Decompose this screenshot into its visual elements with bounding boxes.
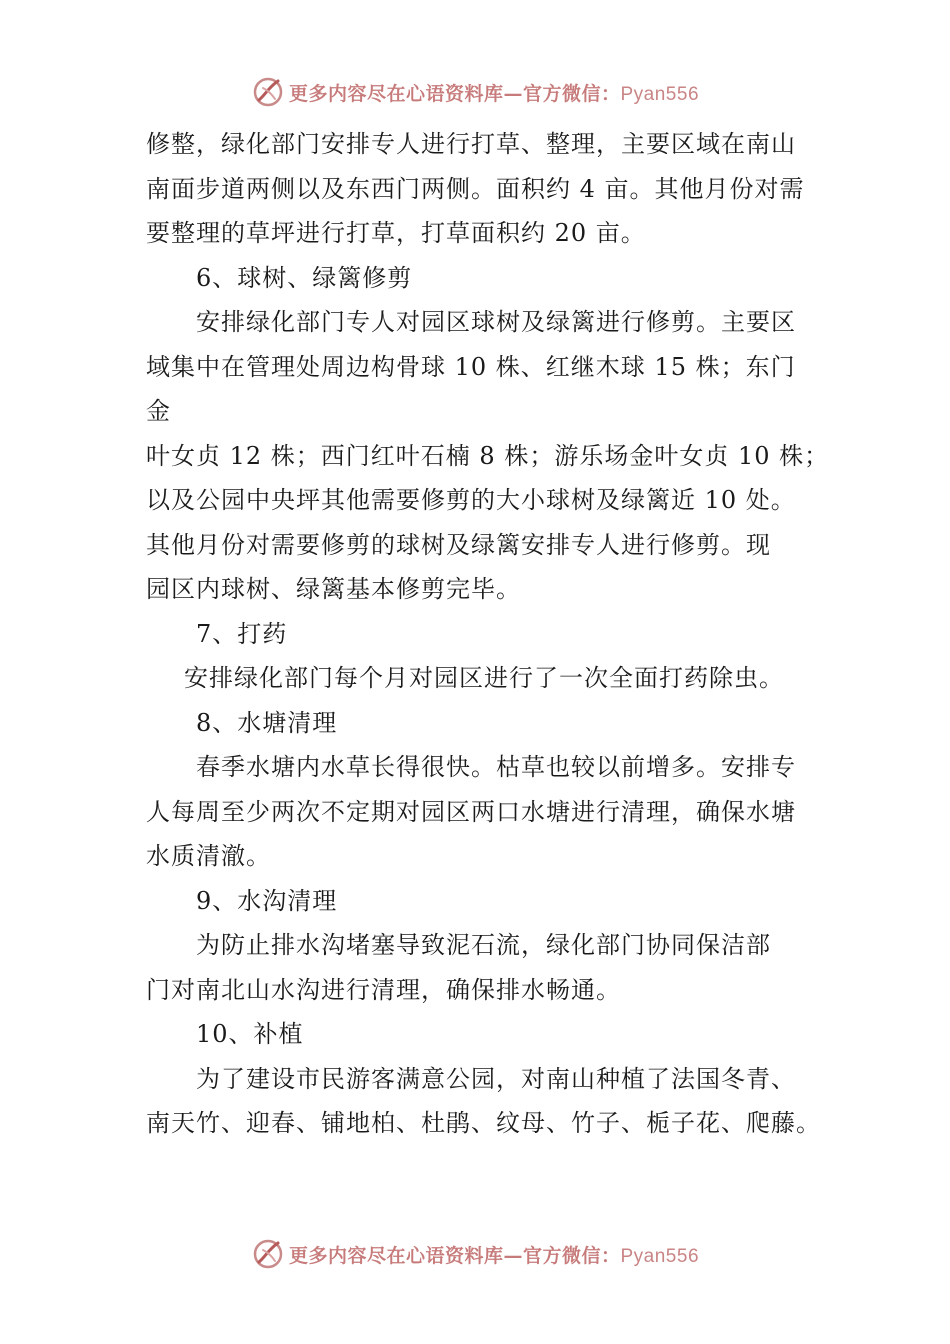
text-line: 南天竹、迎春、铺地柏、杜鹃、纹母、竹子、栀子花、爬藤。 — [146, 1109, 821, 1137]
document-body — [146, 122, 846, 1146]
text-line: 修整，绿化部门安排专人进行打草、整理，主要区域在南山 — [146, 130, 796, 158]
text-line: 以及公园中央坪其他需要修剪的大小球树及绿篱近 10 处。 — [146, 486, 796, 514]
footer-wechat-id: Pyan556 — [620, 1245, 700, 1267]
text-line: 7、打药 — [196, 619, 288, 648]
text-line: 春季水塘内水草长得很快。枯草也较以前增多。安排专 — [196, 753, 796, 781]
text-line: 人每周至少两次不定期对园区两口水塘进行清理，确保水塘 — [146, 797, 796, 826]
text-line: 叶女贞 12 株；西门红叶石楠 8 株；游乐场金叶女贞 10 株； — [146, 441, 830, 470]
text-line: 水质清澈。 — [146, 842, 271, 870]
header-banner — [0, 72, 950, 112]
footer-brand-label: 更多内容尽在心语资料库—官方微信： — [288, 1244, 621, 1267]
text-line: 8、水塘清理 — [196, 708, 338, 737]
text-line: 域集中在管理处周边构骨球 10 株、红继木球 15 株；东门 — [146, 352, 796, 381]
text-line: 安排绿化部门专人对园区球树及绿篱进行修剪。主要区 — [196, 308, 796, 336]
text-line: 金 — [146, 397, 171, 425]
text-line: 6、球树、绿篱修剪 — [196, 263, 413, 292]
brand-logo-icon — [251, 75, 285, 109]
text-line: 门对南北山水沟进行清理，确保排水畅通。 — [146, 975, 621, 1004]
text-line: 10、补植 — [196, 1020, 304, 1048]
footer-banner — [0, 1234, 950, 1274]
text-line: 9、水沟清理 — [196, 886, 338, 915]
header-wechat-id: Pyan556 — [620, 83, 700, 105]
text-line: 南面步道两侧以及东西门两侧。面积约 4 亩。其他月份对需 — [146, 174, 805, 203]
text-line: 安排绿化部门每个月对园区进行了一次全面打药除虫。 — [184, 664, 784, 692]
text-line: 园区内球树、绿篱基本修剪完毕。 — [146, 575, 521, 603]
text-line: 为防止排水沟堵塞导致泥石流，绿化部门协同保洁部 — [196, 931, 771, 959]
text-line: 其他月份对需要修剪的球树及绿篱安排专人进行修剪。现 — [146, 530, 771, 559]
text-line: 要整理的草坪进行打草，打草面积约 20 亩。 — [146, 219, 646, 247]
header-brand-text — [289, 79, 699, 106]
footer-brand-text — [289, 1241, 699, 1268]
text-line: 为了建设市民游客满意公园，对南山种植了法国冬青、 — [196, 1064, 796, 1093]
header-brand-label: 更多内容尽在心语资料库—官方微信： — [288, 82, 621, 105]
brand-logo-icon — [251, 1237, 285, 1271]
